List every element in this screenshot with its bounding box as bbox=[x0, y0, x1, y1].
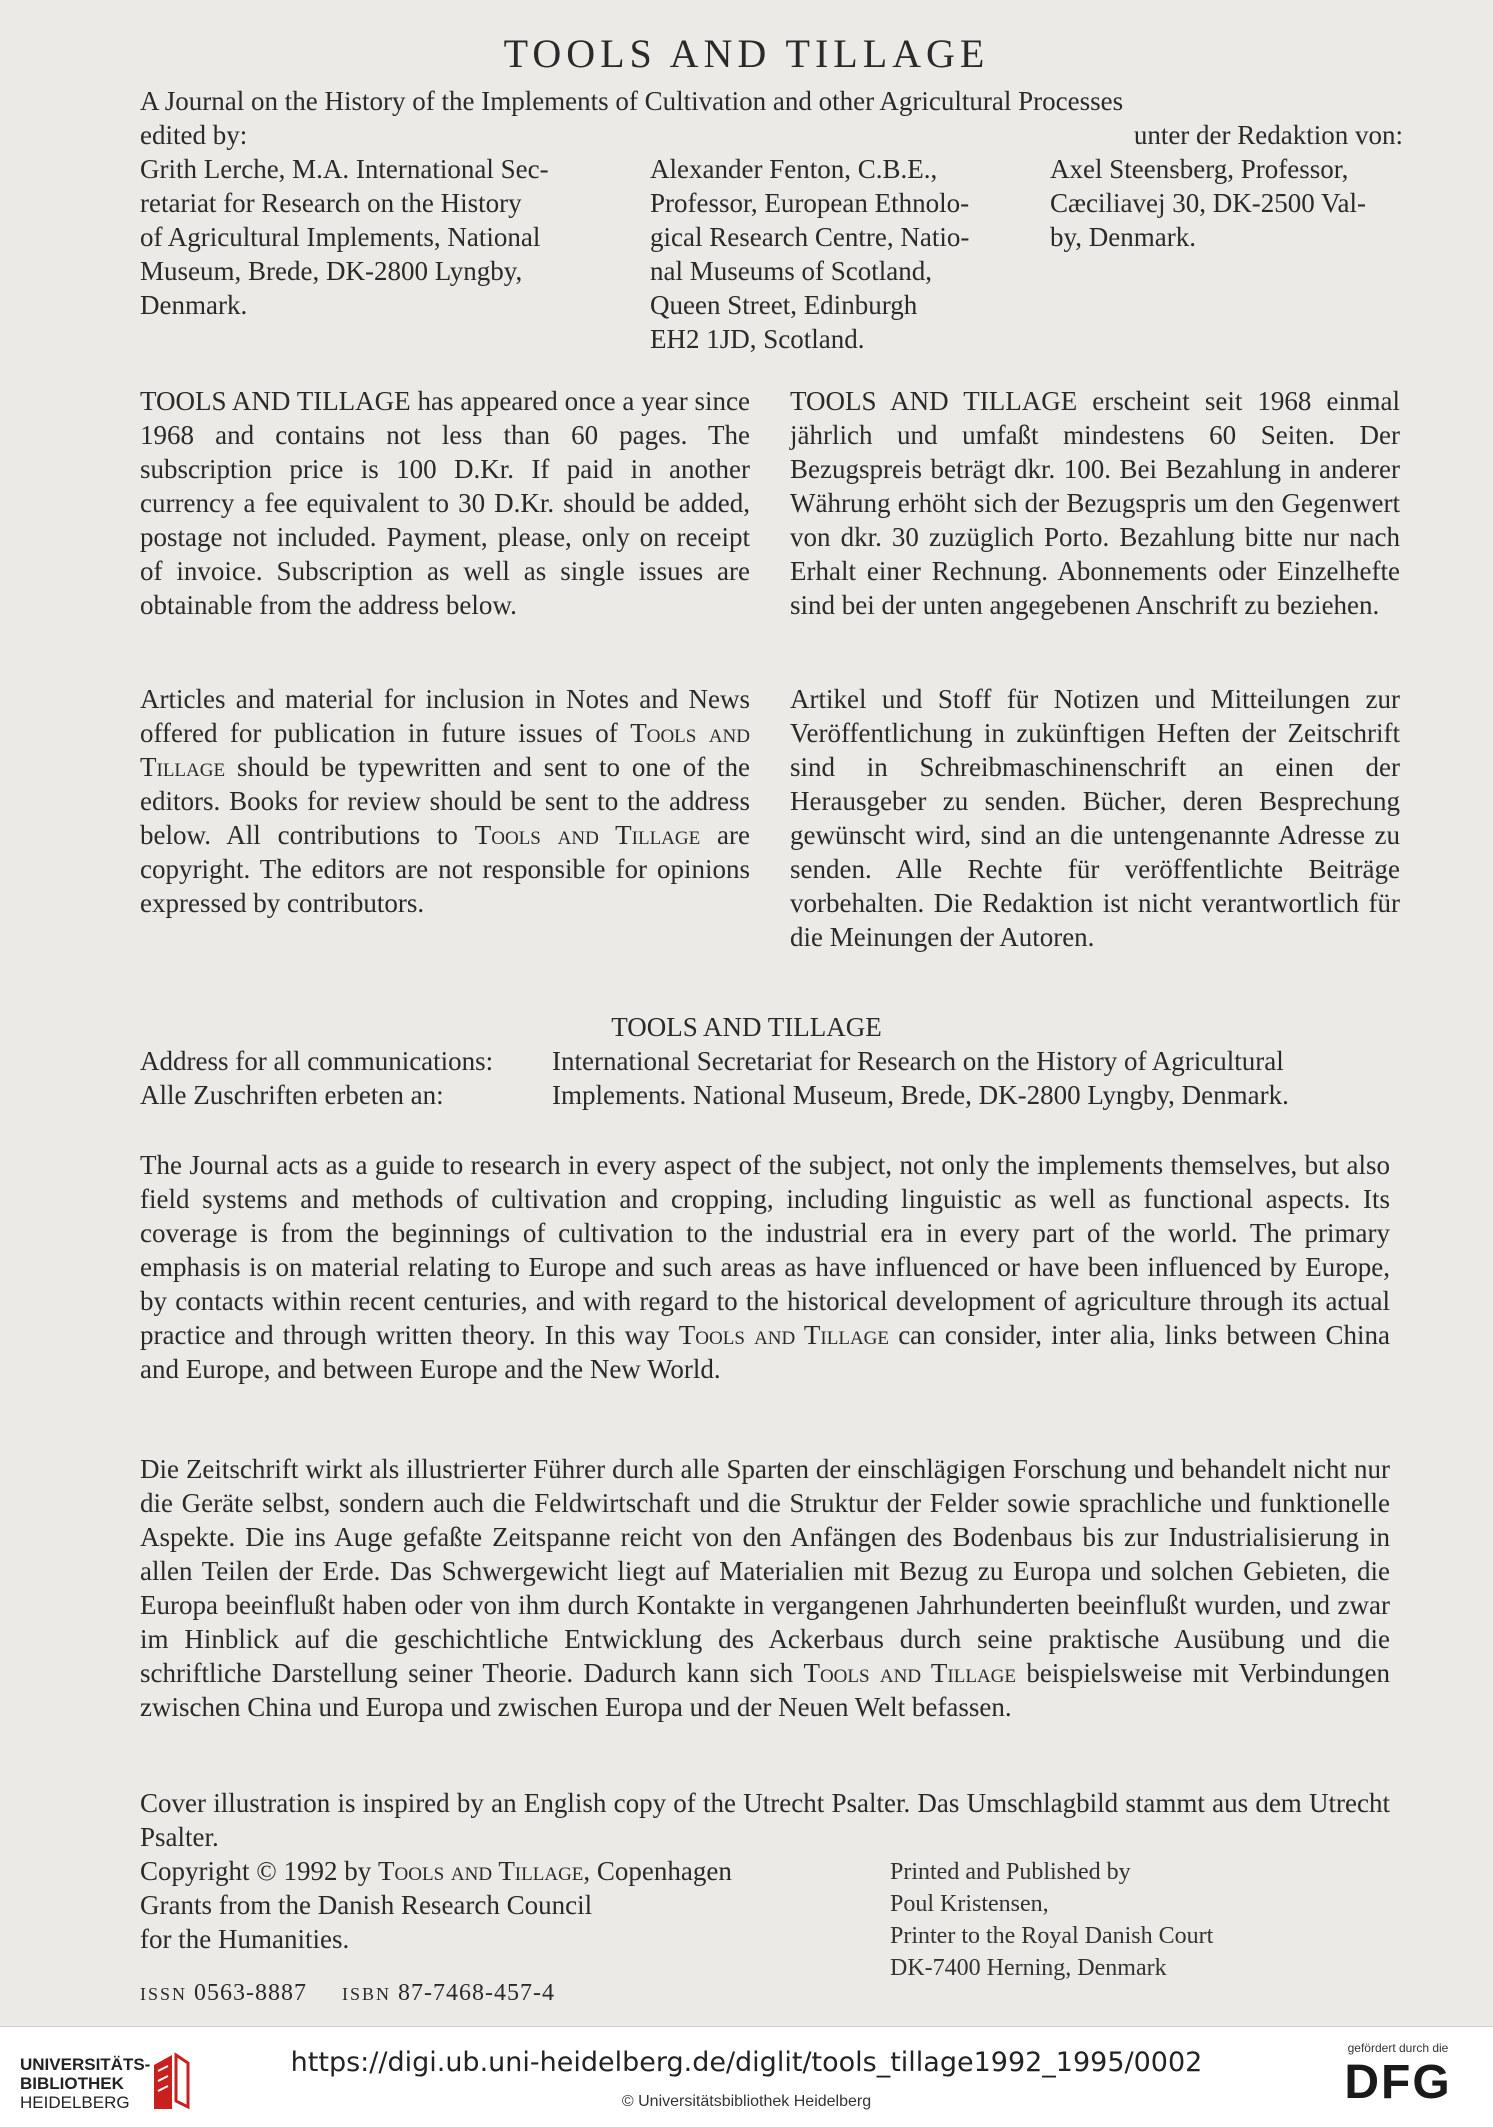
zeitschrift-text-1: Die Zeitschrift wirkt als illustrierter Führer durch alle Sparten der einschlägigen Forschung und behandelt nicht nur die Geräte selbst, sondern auch die Feldwirtschaft und die Struktur der Felder sowie sprachliche und funktionelle Aspekte. Die ins Auge gefaßte Zeitspanne reicht von den Anfängen des Bodenbaus bis zur Industrialisierung in allen Teilen der Erde. Das Schwergewicht liegt auf Materialien mit Bezug zu Europa und solchen Gebieten, die Europa beeinflußt haben oder von ihm durch Kontakte in vergangenen Jahrhunderten beeinflußt wurden, und zwar im Hinblick auf die geschichtliche Entwicklung des Ackerbaus durch seine praktische Ausübung und die schriftliche Darstellung seiner Theorie. Dadurch kann sich bbox=[140, 1454, 1390, 1688]
articles-english bbox=[140, 682, 750, 920]
printer-line-4: DK-7400 Herning, Denmark bbox=[890, 1955, 1167, 1981]
document-url-link[interactable]: https://digi.ub.uni-heidelberg.de/diglit/tools_tillage1992_1995/0002 bbox=[290, 2047, 1203, 2078]
logo-line-1: UNIVERSITÄTS- bbox=[20, 2055, 151, 2074]
subscription-english: TOOLS AND TILLAGE has appeared once a year since 1968 and contains not less than 60 pages. The subscription price is 100 D.Kr. If paid in another currency a fee equivalent to 30 D.Kr. should be added, postage not included. Payment, please, only on receipt of invoice. Subscription as well as single issues are obtainable from the address below. bbox=[140, 386, 750, 620]
printer-line-1: Printed and Published by bbox=[890, 1859, 1131, 1885]
dfg-funding-label: gefördert durch die bbox=[1347, 2041, 1449, 2055]
dfg-wordmark: DFG bbox=[1344, 2056, 1452, 2109]
zeitschrift-text-2: beispielsweise mit Verbindungen zwischen China und Europa und zwischen Europa und der Neuen Welt befassen. bbox=[140, 1658, 1390, 1722]
articles-text-2: should be typewritten and sent to one of the editors. Books for review should be sent to the address below. All contributions to bbox=[140, 752, 750, 850]
edited-by-label: edited by: bbox=[140, 120, 248, 150]
journal-description-english bbox=[140, 1148, 1390, 1386]
copyright-prefix: Copyright © 1992 by bbox=[140, 1856, 372, 1886]
logo-line-2: BIBLIOTHEK bbox=[20, 2074, 124, 2093]
issn-value: 0563-8887 bbox=[194, 1980, 308, 2006]
journal-description-german bbox=[140, 1452, 1390, 1724]
articles-text-3: are copyright. The editors are not responsible for opinions expressed by contributors. bbox=[140, 820, 750, 918]
isbn-value: 87-7468-457-4 bbox=[398, 1980, 556, 2006]
isbn-label: ISBN bbox=[342, 1984, 392, 2004]
journal-description-text-2: can consider, inter alia, links between China and Europe, and between Europe and the New World. bbox=[140, 1320, 1391, 1384]
journal-name: Tools and Tillage bbox=[474, 820, 701, 850]
journal-subtitle: A Journal on the History of the Implements of Cultivation and other Agricultural Processes bbox=[140, 86, 1124, 116]
journal-name: Tools and Tillage bbox=[378, 1856, 584, 1886]
articles-german: Artikel und Stoff für Notizen und Mitteilungen zur Veröffentlichung in zukünftigen Heften der Zeitschrift sind in Schreibmaschinenschrift an einen der Herausgeber zu senden. Bücher, deren Besprechung gewünscht wird, sind an die untengenannte Adresse zu senden. Alle Rechte für veröffentlichte Beiträge vorbehalten. Die Redaktion ist nicht verantwortlich für die Meinungen der Autoren. bbox=[790, 684, 1400, 952]
printer-line-2: Poul Kristensen, bbox=[890, 1891, 1049, 1917]
address-label-english: Address for all communications: bbox=[140, 1046, 494, 1076]
articles-text-1: Articles and material for inclusion in Notes and News offered for publication in future issues of bbox=[140, 684, 750, 748]
address-line-1: International Secretariat for Research on the History of Agricultural bbox=[552, 1046, 1284, 1076]
issn-label: ISSN bbox=[140, 1984, 188, 2004]
address-line-2: Implements. National Museum, Brede, DK-2800 Lyngby, Denmark. bbox=[552, 1080, 1289, 1110]
journal-description-text-1: The Journal acts as a guide to research in every aspect of the subject, not only the implements themselves, but also field systems and methods of cultivation and cropping, including linguistic as well as functional aspects. Its coverage is from the beginnings of cultivation to the industrial era in every part of the world. The primary emphasis is on material relating to Europe and such areas as have influenced or have been influenced by Europe, by contacts within recent centuries, and with regard to the historical development of agriculture through its actual practice and through written theory. In this way bbox=[140, 1150, 1390, 1350]
logo-line-3: HEIDELBERG bbox=[20, 2093, 130, 2112]
dfg-logo[interactable] bbox=[1323, 2041, 1473, 2111]
footer-copyright: © Universitätsbibliothek Heidelberg bbox=[621, 2093, 872, 2110]
copyright-block bbox=[140, 1854, 860, 1956]
address-label-german: Alle Zuschriften erbeten an: bbox=[140, 1080, 444, 1110]
subscription-german: TOOLS AND TILLAGE erscheint seit 1968 einmal jährlich und umfaßt mindestens 60 Seiten. Der Bezugspreis beträgt dkr. 100. Bei Bezahlung in anderer Währung erhöht sich der Bezugspris um den Gegenwert von dkr. 30 zuzüglich Porto. Bezahlung bitte nur nach Erhalt einer Rechnung. Abonnements oder Einzelhefte sind bei der unten angegebenen Anschrift zu beziehen. bbox=[790, 386, 1400, 620]
editor-lerche: Grith Lerche, M.A. International Sec- retariat for Research on the History of Agricultural Implements, National Museum, Brede, DK-2800 Lyngby, Denmark. bbox=[140, 154, 549, 320]
unter-redaktion-label: unter der Redaktion von: bbox=[1133, 120, 1403, 150]
copyright-line bbox=[140, 1854, 860, 1888]
journal-name: Tools and Tillage bbox=[803, 1658, 1017, 1688]
grants-line-1: Grants from the Danish Research Council bbox=[140, 1890, 593, 1920]
journal-name: Tools and Tillage bbox=[678, 1320, 889, 1350]
address-row-german bbox=[140, 1078, 1289, 1112]
copyright-suffix: , Copenhagen bbox=[583, 1856, 732, 1886]
address-heading: TOOLS AND TILLAGE bbox=[611, 1012, 882, 1042]
grants-line-2: for the Humanities. bbox=[140, 1924, 350, 1954]
journal-name: Tools and Tillage bbox=[140, 718, 750, 782]
editor-fenton: Alexander Fenton, C.B.E., Professor, European Ethnolo- gical Research Centre, Natio- nal Museums of Scotland, Queen Street, Edinburgh EH2 1JD, Scotland. bbox=[650, 154, 970, 354]
page-title: TOOLS AND TILLAGE bbox=[503, 31, 990, 76]
printer-info bbox=[890, 1856, 1330, 1984]
address-row-english bbox=[140, 1044, 1284, 1078]
editor-steensberg: Axel Steensberg, Professor, Cæciliavej 30, DK-2500 Val- by, Denmark. bbox=[1050, 154, 1366, 252]
printer-line-3: Printer to the Royal Danish Court bbox=[890, 1923, 1214, 1949]
cover-note: Cover illustration is inspired by an English copy of the Utrecht Psalter. Das Umschlagbild stammt aus dem Utrecht Psalter. bbox=[140, 1788, 1390, 1852]
footer-bar bbox=[0, 2026, 1493, 2127]
identifiers bbox=[140, 1980, 555, 2007]
